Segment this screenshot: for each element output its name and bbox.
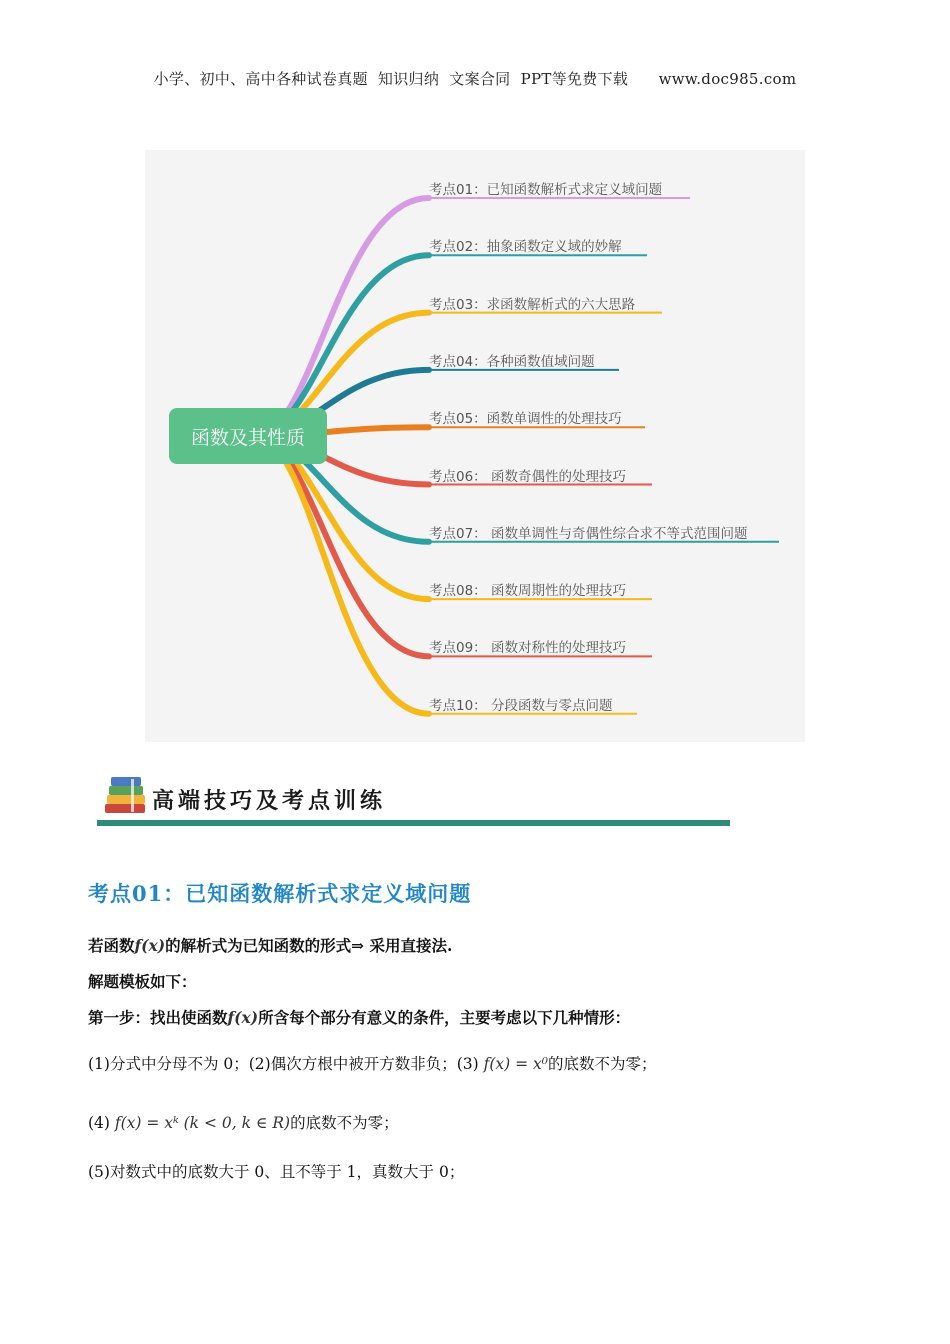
paragraph-case-5: (5)对数式中的底数大于 0、且不等于 1，真数大于 0； bbox=[88, 1163, 465, 1181]
mindmap-branch-label: 考点08： 函数周期性的处理技巧 bbox=[429, 583, 626, 600]
branch-curve bbox=[255, 436, 429, 656]
mindmap-branch-label: 考点05：函数单调性的处理技巧 bbox=[429, 411, 622, 428]
text: (4) bbox=[88, 1114, 115, 1132]
books-icon bbox=[101, 774, 149, 816]
text: 若函数 bbox=[88, 936, 135, 955]
section-banner bbox=[97, 772, 737, 832]
math-fx: f(x) bbox=[227, 1008, 259, 1027]
banner-title: 高端技巧及考点训练 bbox=[152, 788, 387, 814]
mindmap-branch-label: 考点02：抽象函数定义域的妙解 bbox=[429, 239, 622, 256]
text: 所含每个部分有意义的条件，主要考虑以下几种情形： bbox=[258, 1008, 631, 1027]
mindmap bbox=[145, 150, 805, 742]
page-header: 小学、初中、高中各种试卷真题 知识归纳 文案合同 PPT等免费下载 www.doc985.com bbox=[153, 70, 797, 88]
text: (1)分式中分母不为 0；(2)偶次方根中被开方数非负；(3) bbox=[88, 1055, 484, 1073]
mindmap-branch-label: 考点10： 分段函数与零点问题 bbox=[429, 697, 613, 714]
section-title: 考点01：已知函数解析式求定义域问题 bbox=[88, 881, 472, 906]
math-formula: f(x) = xᵏ (k < 0, k ∈ R) bbox=[114, 1114, 291, 1132]
banner-underline bbox=[97, 820, 730, 826]
mindmap-branch-label: 考点06： 函数奇偶性的处理技巧 bbox=[429, 468, 626, 485]
math-fx: f(x) bbox=[134, 936, 166, 955]
text: 第一步：找出使函数 bbox=[88, 1008, 228, 1027]
mindmap-branch-label: 考点07： 函数单调性与奇偶性综合求不等式范围问题 bbox=[429, 525, 748, 542]
text: 的底数不为零； bbox=[547, 1055, 657, 1073]
paragraph-case-4 bbox=[88, 1111, 399, 1133]
paragraph-case-1-3 bbox=[88, 1052, 656, 1074]
mindmap-branch-label: 考点04：各种函数值域问题 bbox=[429, 353, 595, 370]
mindmap-branch-label: 考点01：已知函数解析式求定义域问题 bbox=[429, 182, 663, 198]
paragraph-step1 bbox=[88, 1006, 630, 1028]
mindmap-branch-label: 考点09： 函数对称性的处理技巧 bbox=[429, 640, 626, 657]
math-formula: f(x) = x⁰ bbox=[483, 1055, 548, 1073]
paragraph-template: 解题模板如下： bbox=[88, 972, 197, 991]
text: 的底数不为零； bbox=[290, 1114, 399, 1132]
text: 的解析式为已知函数的形式⇒ 采用直接法. bbox=[165, 936, 453, 955]
mindmap-branch-label: 考点03：求函数解析式的六大思路 bbox=[429, 296, 636, 313]
mindmap-center-node: 函数及其性质 bbox=[169, 408, 327, 464]
paragraph-method bbox=[88, 934, 452, 956]
